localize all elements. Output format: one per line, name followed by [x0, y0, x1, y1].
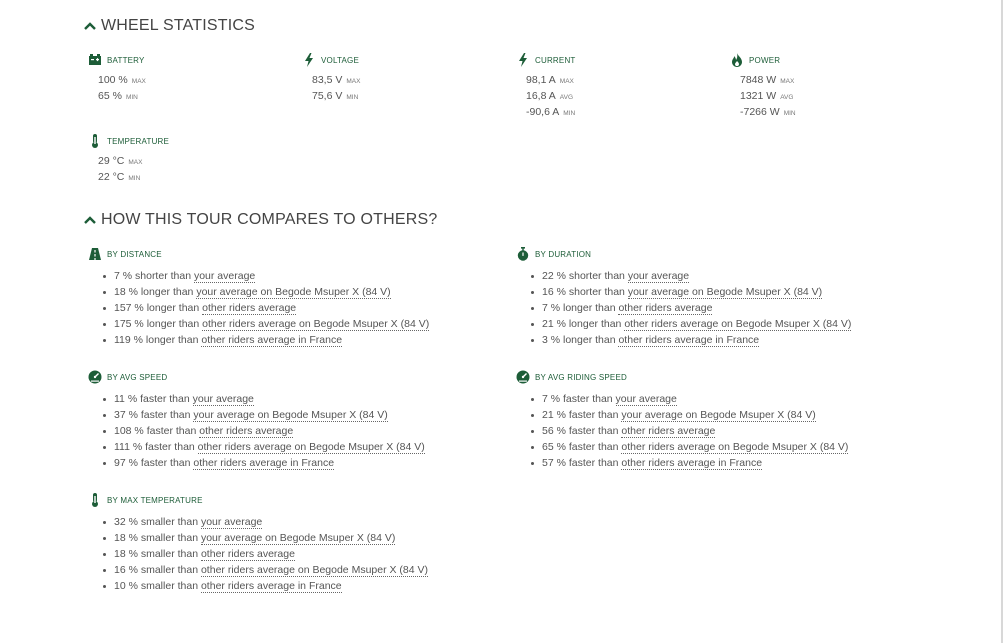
stat-value-row: [98, 88, 146, 104]
compare-reference[interactable]: other riders average in France: [201, 334, 343, 346]
compare-reference[interactable]: other riders average in France: [618, 334, 760, 346]
stat-label: TEMPERATURE: [107, 136, 170, 146]
stat-tag: AVG: [780, 94, 794, 101]
speedometer-icon: [516, 370, 530, 384]
list-item: [88, 455, 425, 471]
stat-voltage: [302, 52, 360, 104]
compare-text: 56 % faster than: [542, 425, 622, 437]
compare-reference[interactable]: other riders average in France: [200, 580, 342, 592]
compare-group-label: BY AVG RIDING SPEED: [535, 372, 627, 382]
stat-tag: MAX: [128, 159, 143, 166]
compare-text: 21 % faster than: [542, 409, 622, 421]
compare-text: 57 % faster than: [542, 457, 622, 469]
compare-text: 10 % smaller than: [114, 580, 201, 592]
list-item: [88, 514, 428, 530]
stat-value-row: [740, 72, 796, 88]
compare-group-label: BY DURATION: [535, 249, 592, 259]
compare-reference[interactable]: your average: [200, 516, 263, 528]
compare-text: 37 % faster than: [114, 409, 194, 421]
compare-text: 65 % faster than: [542, 441, 622, 453]
section-title: HOW THIS TOUR COMPARES TO OTHERS?: [101, 211, 438, 228]
stat-value: 83,5 V: [312, 74, 343, 86]
compare-text: 3 % longer than: [542, 334, 619, 346]
stat-label: POWER: [749, 55, 781, 65]
compare-text: 7 % shorter than: [114, 270, 194, 282]
list-item: [88, 578, 428, 594]
compare-reference[interactable]: other riders average in France: [621, 457, 763, 469]
list-item: [88, 300, 429, 316]
list-item: [88, 284, 429, 300]
list-item: [516, 284, 851, 300]
compare-text: 7 % faster than: [542, 393, 616, 405]
stat-tag: MIN: [128, 175, 141, 182]
stat-label: VOLTAGE: [321, 55, 360, 65]
stat-tag: MIN: [563, 110, 576, 117]
road-icon: [88, 247, 102, 261]
compare-text: 11 % faster than: [114, 393, 193, 405]
battery-icon: [88, 53, 102, 67]
compare-group-label: BY DISTANCE: [107, 249, 162, 259]
stat-tag: MAX: [131, 78, 146, 85]
compare-reference[interactable]: other riders average: [202, 302, 297, 314]
stat-battery: [88, 52, 146, 104]
stat-value-row: [526, 88, 576, 104]
stat-tag: AVG: [559, 94, 574, 101]
compare-text: 16 % shorter than: [542, 286, 628, 298]
compare-text: 32 % smaller than: [114, 516, 201, 528]
stat-value-row: [312, 72, 360, 88]
compare-by-distance: [88, 246, 429, 348]
compare-text: 111 % faster than: [114, 441, 198, 453]
list-item: [516, 455, 848, 471]
compare-reference[interactable]: your average: [192, 393, 254, 405]
stat-value-row: [312, 88, 360, 104]
compare-reference[interactable]: other riders average: [200, 548, 295, 560]
compare-text: 7 % longer than: [542, 302, 619, 314]
compare-reference[interactable]: other riders average on Begode Msuper X (84 V): [202, 318, 430, 330]
list-item: [88, 332, 429, 348]
list-item: [88, 423, 425, 439]
stat-value: 75,6 V: [312, 90, 343, 102]
stat-value-row: [740, 104, 796, 120]
stat-value-row: [98, 169, 169, 185]
compare-text: 97 % faster than: [114, 457, 194, 469]
stopwatch-icon: [516, 247, 530, 261]
compare-reference[interactable]: other riders average on Begode Msuper X (84 V): [197, 441, 425, 453]
stat-temperature: [88, 133, 169, 185]
compare-by-avg-speed: [88, 369, 425, 471]
comparison-header[interactable]: [84, 211, 437, 229]
stat-value-row: [98, 72, 146, 88]
list-item: [516, 316, 851, 332]
stat-tag: MAX: [559, 78, 574, 85]
stat-value: -90,6 A: [526, 106, 560, 118]
compare-text: 108 % faster than: [114, 425, 200, 437]
thermometer-icon: [88, 134, 102, 148]
list-item: [88, 407, 425, 423]
stat-value: 100 %: [98, 74, 128, 86]
stat-tag: MAX: [780, 78, 795, 85]
compare-reference[interactable]: your average on Begode Msuper X (84 V): [196, 286, 391, 298]
compare-text: 175 % longer than: [114, 318, 203, 330]
compare-group-label: BY MAX TEMPERATURE: [107, 495, 203, 505]
compare-text: 21 % longer than: [542, 318, 625, 330]
stat-value-row: [526, 72, 576, 88]
stat-value: 1321 W: [740, 90, 777, 102]
compare-text: 18 % smaller than: [114, 548, 201, 560]
compare-text: 119 % longer than: [114, 334, 202, 346]
list-item: [516, 391, 848, 407]
compare-reference[interactable]: other riders average on Begode Msuper X (84 V): [200, 564, 429, 576]
compare-group-label: BY AVG SPEED: [107, 372, 168, 382]
compare-text: 18 % smaller than: [114, 532, 201, 544]
stat-value-row: [526, 104, 576, 120]
compare-reference[interactable]: other riders average: [621, 425, 716, 437]
lightning-icon: [302, 53, 316, 67]
compare-by-duration: [516, 246, 851, 348]
compare-by-max-temperature: [88, 492, 428, 594]
compare-reference[interactable]: your average: [615, 393, 677, 405]
lightning-icon: [516, 53, 530, 67]
stat-value: 7848 W: [740, 74, 777, 86]
compare-reference[interactable]: other riders average on Begode Msuper X (84 V): [621, 441, 849, 453]
chevron-up-icon[interactable]: [84, 215, 96, 225]
list-item: [516, 423, 848, 439]
list-item: [88, 562, 428, 578]
section-title: WHEEL STATISTICS: [101, 17, 256, 34]
compare-reference[interactable]: your average: [627, 270, 690, 282]
speedometer-icon: [88, 370, 102, 384]
stat-current: [516, 52, 576, 120]
stat-tag: MIN: [783, 110, 796, 117]
compare-reference[interactable]: other riders average: [618, 302, 713, 314]
stat-power: [730, 52, 796, 120]
list-item: [516, 268, 851, 284]
compare-reference[interactable]: other riders average: [199, 425, 294, 437]
compare-reference[interactable]: other riders average in France: [193, 457, 335, 469]
list-item: [88, 316, 429, 332]
chevron-up-icon[interactable]: [84, 21, 96, 31]
compare-reference[interactable]: your average on Begode Msuper X (84 V): [627, 286, 823, 298]
stat-value: 98,1 A: [526, 74, 556, 86]
list-item: [516, 407, 848, 423]
stat-value: -7266 W: [740, 106, 780, 118]
compare-reference[interactable]: your average on Begode Msuper X (84 V): [193, 409, 388, 421]
thermometer-icon: [88, 493, 102, 507]
compare-reference[interactable]: your average on Begode Msuper X (84 V): [621, 409, 816, 421]
stat-value: 65 %: [98, 90, 122, 102]
compare-reference[interactable]: your average on Begode Msuper X (84 V): [200, 532, 396, 544]
stat-label: BATTERY: [107, 55, 145, 65]
compare-text: 157 % longer than: [114, 302, 203, 314]
stat-value: 16,8 A: [526, 90, 556, 102]
list-item: [88, 391, 425, 407]
list-item: [516, 332, 851, 348]
compare-text: 22 % shorter than: [542, 270, 628, 282]
list-item: [88, 530, 428, 546]
stat-value-row: [98, 153, 169, 169]
list-item: [88, 439, 425, 455]
wheel-statistics-header[interactable]: [84, 17, 255, 35]
stat-tag: MIN: [346, 94, 359, 101]
compare-reference[interactable]: other riders average on Begode Msuper X (84 V): [624, 318, 852, 330]
list-item: [88, 268, 429, 284]
compare-text: 18 % longer than: [114, 286, 197, 298]
stat-value-row: [740, 88, 796, 104]
list-item: [516, 300, 851, 316]
compare-by-avg-riding-speed: [516, 369, 848, 471]
stat-value: 29 °C: [98, 155, 125, 167]
stat-label: CURRENT: [535, 55, 576, 65]
list-item: [516, 439, 848, 455]
stat-value: 22 °C: [98, 171, 125, 183]
compare-reference[interactable]: your average: [193, 270, 256, 282]
stat-tag: MAX: [346, 78, 361, 85]
compare-text: 16 % smaller than: [114, 564, 201, 576]
stat-tag: MIN: [125, 94, 138, 101]
list-item: [88, 546, 428, 562]
flame-icon: [730, 53, 744, 67]
